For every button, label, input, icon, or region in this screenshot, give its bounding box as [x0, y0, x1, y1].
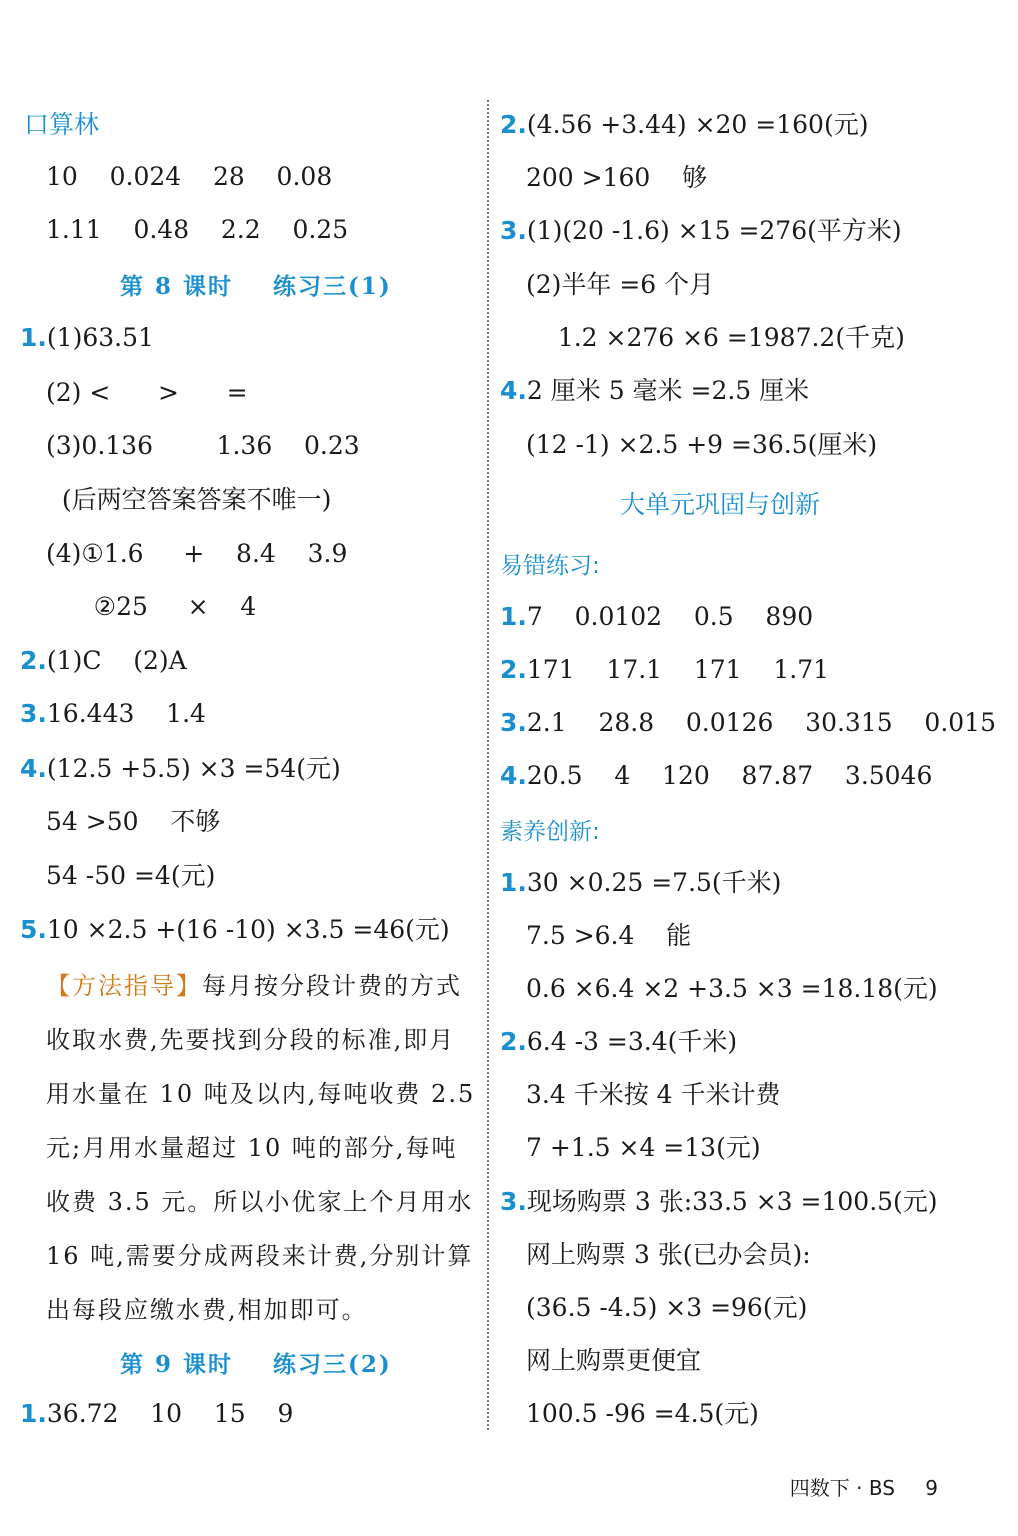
yicuo-heading: 易错练习:	[500, 553, 600, 579]
answer-line: 54 -50 =4(元)	[46, 861, 216, 890]
answer-line: 4.2 厘米 5 毫米 =2.5 厘米	[500, 376, 810, 405]
answer-line: 5.10 ×2.5 +(16 -10) ×3.5 =46(元)	[20, 915, 450, 944]
answer-line: (4)①1.6 + 8.4 3.9	[46, 539, 348, 568]
answer-line: 2.(4.56 +3.44) ×20 =160(元)	[500, 110, 869, 139]
answer-line: 1.30 ×0.25 =7.5(千米)	[500, 868, 782, 897]
answer-line: 100.5 -96 =4.5(元)	[526, 1399, 759, 1428]
method-tip-label: 【方法指导】	[46, 972, 202, 1000]
answer-line: 4.(12.5 +5.5) ×3 =54(元)	[20, 754, 341, 783]
answer-line: 3.现场购票 3 张:33.5 ×3 =100.5(元)	[500, 1187, 938, 1216]
answer-line: 2.6.4 -3 =3.4(千米)	[500, 1027, 738, 1056]
answer-line: (36.5 -4.5) ×3 =96(元)	[526, 1293, 808, 1322]
page-footer	[790, 1472, 938, 1501]
kousuan-row-2: 1.11 0.48 2.2 0.25	[46, 215, 349, 244]
answer-line: (2) < > =	[46, 378, 248, 407]
answer-line: 网上购票更便宜	[526, 1346, 702, 1375]
answer-line: 1.7 0.0102 0.5 890	[500, 602, 814, 631]
unit-title: 大单元巩固与创新	[620, 490, 821, 519]
answer-line: ②25 × 4	[46, 592, 257, 621]
answer-line: (2)半年 =6 个月	[526, 270, 715, 299]
footer-label: 四数下 · BS	[789, 1476, 895, 1500]
answer-line: 4.20.5 4 120 87.87 3.5046	[500, 761, 933, 790]
method-tip-text: 每月按分段计费的方式收取水费,先要找到分段的标准,即月用水量在 10 吨及以内,每吨收费 2.5 元;月用水量超过 10 吨的部分,每吨收费 3.5 元。所以小优家上个月用水 16 吨,需要分成两段来计费,分别计算出每段应缴水费,相加即可。	[46, 972, 476, 1324]
answer-line: (3)0.136 1.36 0.23	[46, 431, 360, 460]
answer-line: 1.2 ×276 ×6 =1987.2(千克)	[526, 323, 905, 352]
answer-line: 1.36.72 10 15 9	[20, 1399, 294, 1428]
column-divider	[487, 100, 489, 1430]
kousuan-row-1: 10 0.024 28 0.08	[46, 162, 333, 191]
answer-line: 54 >50 不够	[46, 807, 221, 836]
answer-line: 2.171 17.1 171 1.71	[500, 655, 830, 684]
answer-line: 网上购票 3 张(已办会员):	[526, 1240, 811, 1269]
answer-line: 3.16.443 1.4	[20, 699, 206, 728]
answer-line: 3.4 千米按 4 千米计费	[526, 1080, 781, 1109]
answer-line: 3.2.1 28.8 0.0126 30.315 0.015	[500, 708, 996, 737]
answer-line: (12 -1) ×2.5 +9 =36.5(厘米)	[526, 430, 878, 459]
answer-line: 0.6 ×6.4 ×2 +3.5 ×3 =18.18(元)	[526, 974, 938, 1003]
method-tip	[46, 959, 476, 1337]
lesson-8-title: 第 8 课时 练习三(1)	[120, 273, 392, 300]
answer-line: 7 +1.5 ×4 =13(元)	[526, 1133, 761, 1162]
answer-line: (后两空答案答案不唯一)	[46, 485, 332, 514]
page-number: 9	[925, 1476, 938, 1500]
kousuan-title: 口算林	[24, 110, 100, 139]
suyang-heading: 素养创新:	[500, 819, 600, 845]
answer-line: 1.(1)63.51	[20, 323, 154, 352]
answer-line: 3.(1)(20 -1.6) ×15 =276(平方米)	[500, 216, 902, 245]
answer-line: 2.(1)C (2)A	[20, 646, 187, 675]
answer-line: 7.5 >6.4 能	[526, 921, 692, 950]
lesson-9-title: 第 9 课时 练习三(2)	[120, 1351, 392, 1378]
answer-line: 200 >160 够	[526, 163, 708, 192]
